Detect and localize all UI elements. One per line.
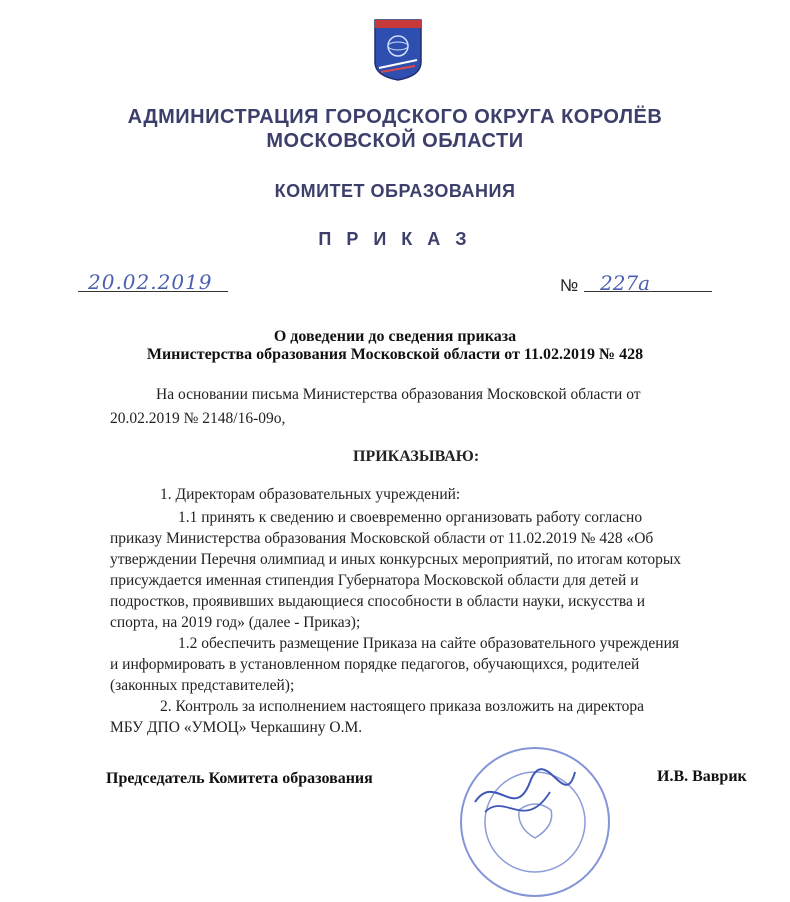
item-1-1-line: приказу Министерства образования Московской области от 11.02.2019 № 428 «Об [110, 530, 654, 547]
subject-line-1: О доведении до сведения приказа [273, 328, 517, 345]
item-1-1-line: 1.1 принять к сведению и своевременно организовать работу согласно [178, 509, 643, 526]
basis-line-2: 20.02.2019 № 2148/16-09о, [110, 410, 286, 427]
basis-line-1: На основании письма Министерства образования Московской области от [156, 386, 641, 403]
signer-name: И.В. Ваврик [657, 768, 747, 785]
number-label: № [560, 276, 579, 295]
item-1: 1. Директорам образовательных учреждений: [160, 486, 461, 503]
item-1-2-line: (законных представителей); [110, 677, 295, 694]
subject-line-2: Министерства образования Московской области от 11.02.2019 № 428 [146, 346, 644, 363]
city-emblem-icon [373, 18, 423, 82]
item-1-1-line: утверждении Перечня олимпиад и иных конкурсных мероприятий, по итогам которых [110, 551, 682, 568]
signer-position: Председатель Комитета образования [106, 770, 373, 787]
item-1-2-line: и информировать в установленном порядке педагогов, обучающихся, родителей [110, 656, 640, 673]
item-1-1-line: подростков, проявивших выдающиеся способности в области науки, искусства и [110, 593, 646, 610]
committee-title: КОМИТЕТ ОБРАЗОВАНИЯ [274, 181, 516, 201]
order-date: 20.02.2019 [88, 270, 213, 294]
header-line-2: МОСКОВСКОЙ ОБЛАСТИ [266, 130, 524, 152]
item-1-1-line: присуждается именная стипендия Губернатора Московской области для детей и [110, 572, 639, 589]
item-1-2-line: 1.2 обеспечить размещение Приказа на сайте образовательного учреждения [178, 635, 680, 652]
official-stamp-icon [455, 742, 615, 902]
item-2-line: МБУ ДПО «УМОЦ» Черкашину О.М. [110, 719, 363, 736]
order-word: ПРИКАЗЫВАЮ: [353, 448, 480, 465]
item-1-1-line: спорта, на 2019 год» (далее - Приказ); [110, 614, 361, 631]
date-underline [78, 290, 228, 292]
order-number: 227а [600, 271, 651, 295]
doc-type: П Р И К А З [318, 229, 472, 249]
header-line-1: АДМИНИСТРАЦИЯ ГОРОДСКОГО ОКРУГА КОРОЛЁВ [127, 106, 663, 128]
number-underline [584, 291, 712, 292]
item-2-line: 2. Контроль за исполнением настоящего приказа возложить на директора [160, 698, 645, 715]
